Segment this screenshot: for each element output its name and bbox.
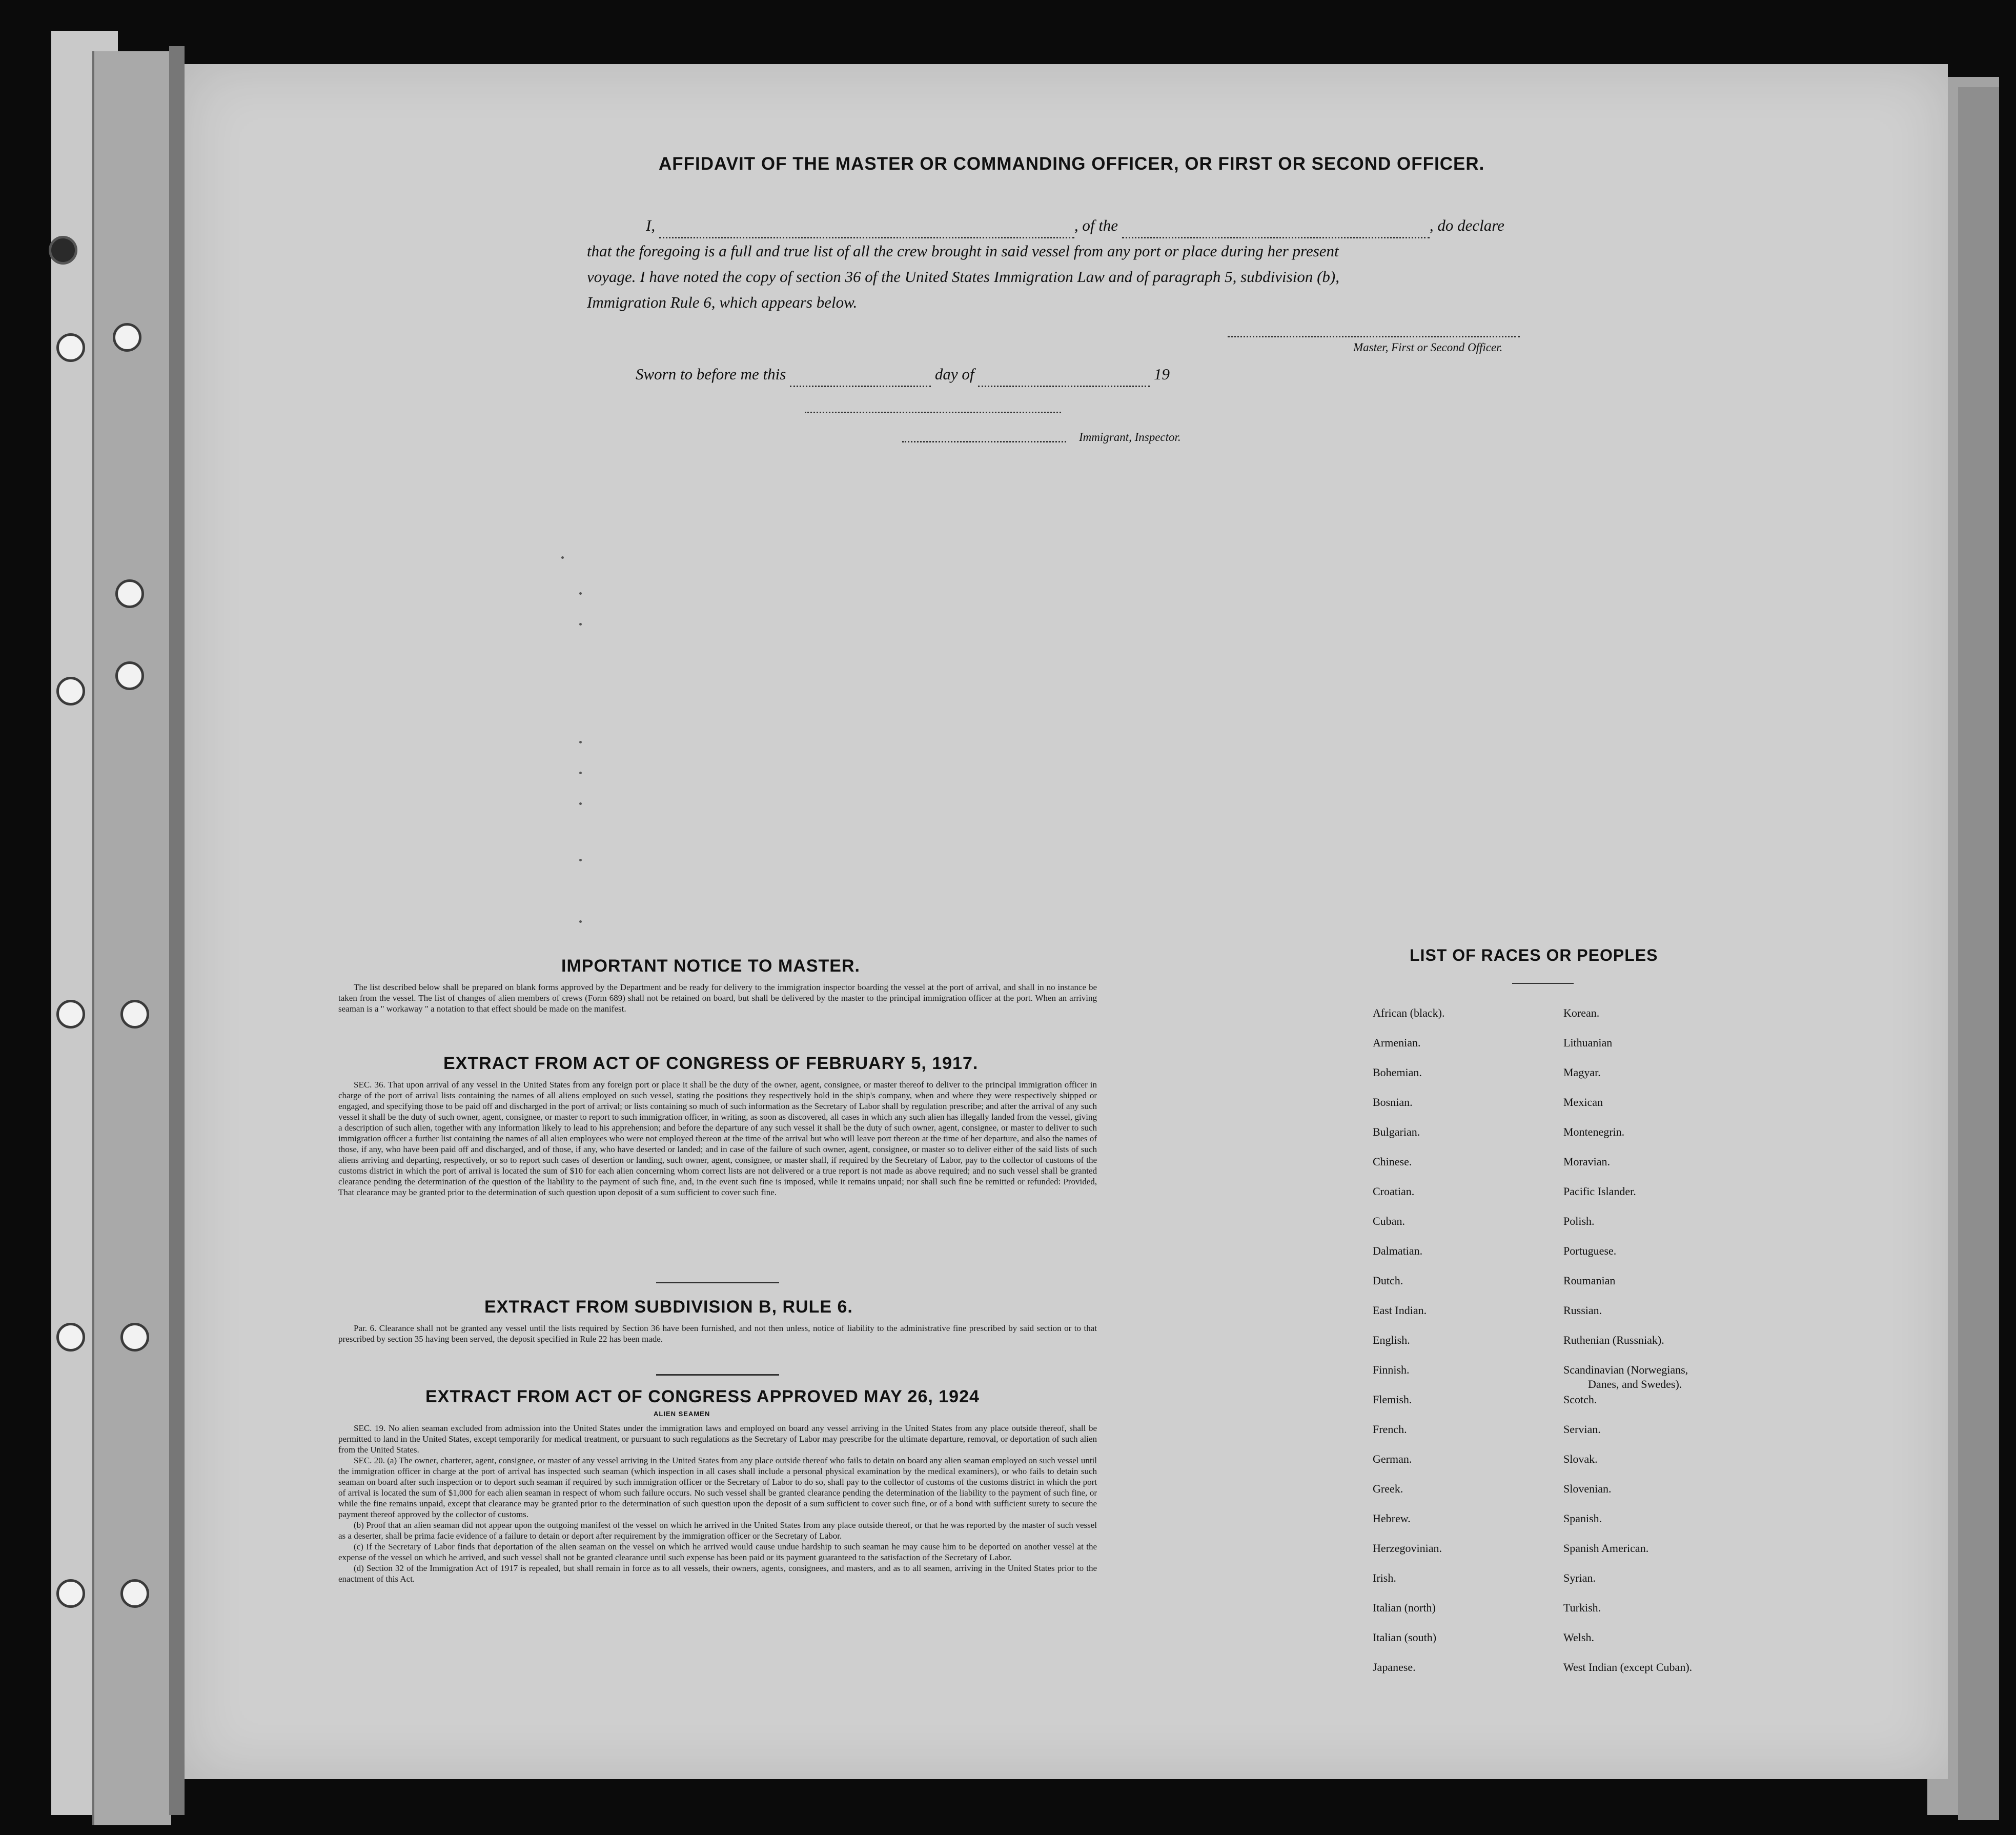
races-title-rule xyxy=(1512,983,1574,984)
binder-strip-middle xyxy=(92,51,171,1825)
inspector-line-upper[interactable] xyxy=(805,412,1061,413)
form-page xyxy=(185,64,1948,1779)
notice-title: IMPORTANT NOTICE TO MASTER. xyxy=(561,956,860,976)
race-item: Servian. xyxy=(1563,1423,1601,1436)
bleed-through-mark xyxy=(579,772,582,774)
race-item: Italian (south) xyxy=(1373,1631,1437,1644)
race-item: Syrian. xyxy=(1563,1571,1596,1584)
sec20b-paragraph: (b) Proof that an alien seaman did not appear upon the outgoing manifest of the vessel on which he arrived in the United States from any place outside thereof, or that he was reported by the master of such vessel as a deserter, shall be prima facie evidence of a failure to detain or deport after requirement by the immigration officer or the Secretary of Labor. xyxy=(338,1520,1097,1541)
master-signature-line[interactable] xyxy=(1228,336,1520,337)
race-item: Bulgarian. xyxy=(1373,1125,1420,1138)
section-divider xyxy=(656,1374,779,1376)
sec20a-paragraph: SEC. 20. (a) The owner, charterer, agent, consignee, or master of any vessel arriving in the United States from any place outside thereof who fails to detain on board any alien seaman employed on such vessel until the immigration officer in charge at the port of arrival has inspected such seaman (which inspection in all cases shall include a personal physical examination by the medical examiners), or who fails to detain such seaman on board after such inspection or to deport such seaman if required by such immigration officer or the Secretary of Labor to do so, shall pay to the collector of customs of the customs district in which the port of arrival is located the sum of $1,000 for each alien seaman in respect of whom such failure occurs. No such vessel shall be granted clearance pending the determination of the liability to the payment of such fine, or while the fine remains unpaid, except that clearance may be granted prior to the determination of such question upon the deposit of a sum sufficient to cover such fine, or of a bond with sufficient surety to secure the payment thereof approved by the collector of customs. xyxy=(338,1456,1097,1519)
bleed-through-mark xyxy=(579,802,582,805)
extract-rule6-title: EXTRACT FROM SUBDIVISION B, RULE 6. xyxy=(484,1297,853,1317)
race-item: German. xyxy=(1373,1453,1412,1465)
race-item: Danes, and Swedes). xyxy=(1588,1378,1682,1390)
sworn-month-blank[interactable] xyxy=(978,385,1150,387)
declaration-line-4: Immigration Rule 6, which appears below. xyxy=(587,293,858,311)
punch-hole xyxy=(56,1000,85,1029)
rule6-paragraph: Par. 6. Clearance shall not be granted any vessel until the lists required by Section 36 have been furnished, and not then unless, notice of liability to the administrative fine prescribed by said section or to that prescribed by section 35 having been served, the deposit specified in Rule 22 has been made. xyxy=(338,1323,1097,1344)
race-item: Herzegovinian. xyxy=(1373,1542,1442,1555)
sec19-paragraph: SEC. 19. No alien seaman excluded from admission into the United States under the immigration laws and employed on board any vessel arriving in the United States from any place outside thereof, shall be permitted to land in the United States, except temporarily for medical treatment, or pursuant to such regulations as the Secretary of Labor may prescribe for the ultimate departure, removal, or deportation of such alien from the United States. xyxy=(338,1423,1097,1455)
race-item: Slovenian. xyxy=(1563,1482,1612,1495)
declaration-of-the: , of the xyxy=(1074,216,1118,234)
binder-strip-edge xyxy=(169,46,185,1815)
race-item: Italian (north) xyxy=(1373,1601,1436,1614)
affidavit-title: AFFIDAVIT OF THE MASTER OR COMMANDING OFFICER, OR FIRST OR SECOND OFFICER. xyxy=(659,154,1485,174)
race-item: Dutch. xyxy=(1373,1274,1403,1287)
bleed-through-mark xyxy=(579,592,582,595)
inspector-signature-line[interactable] xyxy=(902,441,1066,442)
declaration-line-3: voyage. I have noted the copy of section 36 of the United States Immigration Law and of paragraph 5, subdivision (b), xyxy=(587,268,1339,286)
race-item: Korean. xyxy=(1563,1006,1600,1019)
extract-1924-body xyxy=(338,1423,1097,1584)
declaration-do-declare: , do declare xyxy=(1429,216,1504,234)
sworn-line xyxy=(636,361,1353,387)
race-item: Bohemian. xyxy=(1373,1066,1422,1079)
declaration-line-1 xyxy=(646,213,1774,238)
punch-hole xyxy=(49,236,77,265)
race-item: Croatian. xyxy=(1373,1185,1415,1198)
sec20c-paragraph: (c) If the Secretary of Labor finds that deportation of the alien seaman on the vessel on which he arrived would cause undue hardship to such seaman he may cause him to be deported on another vessel at the expense of the vessel on which he arrived, and such vessel shall not be granted clearance until such expense has been paid or its payment guaranteed to the satisfaction of the Secretary of Labor. xyxy=(338,1542,1097,1562)
race-item: Slovak. xyxy=(1563,1453,1598,1465)
race-item: Russian. xyxy=(1563,1304,1602,1317)
sec20d-paragraph: (d) Section 32 of the Immigration Act of 1917 is repealed, but shall remain in force as to all vessels, their owners, agents, consignees, and masters, and as to all seamen, arriving in the United States prior to the enactment of this Act. xyxy=(338,1563,1097,1584)
day-of-text: day of xyxy=(934,365,974,383)
race-item: Chinese. xyxy=(1373,1155,1412,1168)
race-item: Scandinavian (Norwegians, xyxy=(1563,1363,1688,1376)
punch-hole xyxy=(120,1579,149,1608)
race-item: Finnish. xyxy=(1373,1363,1410,1376)
race-item: Portuguese. xyxy=(1563,1244,1617,1257)
sworn-day-blank[interactable] xyxy=(790,385,931,387)
race-item: Greek. xyxy=(1373,1482,1403,1495)
race-item: West Indian (except Cuban). xyxy=(1563,1661,1693,1673)
bleed-through-mark xyxy=(561,556,564,559)
race-item: Cuban. xyxy=(1373,1215,1405,1227)
punch-hole xyxy=(113,323,141,352)
race-item: Magyar. xyxy=(1563,1066,1601,1079)
declaration-line-2: that the foregoing is a full and true list of all the crew brought in said vessel from any port or place during her present xyxy=(587,242,1339,260)
race-item: Armenian. xyxy=(1373,1036,1421,1049)
inspector-label: Immigrant, Inspector. xyxy=(1079,431,1181,443)
race-item: Mexican xyxy=(1563,1096,1603,1108)
extract-1917-body xyxy=(338,1079,1097,1198)
punch-hole xyxy=(56,333,85,362)
race-item: Flemish. xyxy=(1373,1393,1412,1406)
punch-hole xyxy=(120,1323,149,1352)
race-item: Japanese. xyxy=(1373,1661,1416,1673)
extract-rule6-body xyxy=(338,1323,1097,1344)
race-item: Roumanian xyxy=(1563,1274,1616,1287)
extract-1924-title: EXTRACT FROM ACT OF CONGRESS APPROVED MAY 26, 1924 xyxy=(425,1387,980,1406)
race-item: Ruthenian (Russniak). xyxy=(1563,1334,1664,1346)
punch-hole xyxy=(56,677,85,705)
race-item: Spanish. xyxy=(1563,1512,1602,1525)
race-item: French. xyxy=(1373,1423,1407,1436)
bleed-through-mark xyxy=(579,920,582,923)
alien-seamen-subtitle: ALIEN SEAMEN xyxy=(654,1410,710,1418)
punch-hole xyxy=(120,1000,149,1029)
master-signature-label: Master, First or Second Officer. xyxy=(1353,341,1503,354)
race-item: English. xyxy=(1373,1334,1410,1346)
punch-hole xyxy=(56,1579,85,1608)
race-item: East Indian. xyxy=(1373,1304,1427,1317)
bleed-through-mark xyxy=(579,623,582,626)
punch-hole xyxy=(115,661,144,690)
race-item: Lithuanian xyxy=(1563,1036,1613,1049)
underlying-sheet-right-edge xyxy=(1958,87,1999,1820)
race-item: Dalmatian. xyxy=(1373,1244,1423,1257)
notice-body xyxy=(338,982,1097,1014)
year-text: 19 xyxy=(1153,365,1170,383)
race-item: Scotch. xyxy=(1563,1393,1597,1406)
race-item: African (black). xyxy=(1373,1006,1445,1019)
race-item: Irish. xyxy=(1373,1571,1396,1584)
race-item: Polish. xyxy=(1563,1215,1595,1227)
bleed-through-mark xyxy=(579,741,582,743)
race-item: Hebrew. xyxy=(1373,1512,1411,1525)
punch-hole xyxy=(115,579,144,608)
race-item: Turkish. xyxy=(1563,1601,1601,1614)
declaration-i: I, xyxy=(646,216,656,234)
races-list-title: LIST OF RACES OR PEOPLES xyxy=(1410,946,1658,964)
race-item: Welsh. xyxy=(1563,1631,1594,1644)
extract-1917-title: EXTRACT FROM ACT OF CONGRESS OF FEBRUARY 5, 1917. xyxy=(443,1054,979,1073)
race-item: Moravian. xyxy=(1563,1155,1611,1168)
race-item: Pacific Islander. xyxy=(1563,1185,1636,1198)
notice-paragraph: The list described below shall be prepared on blank forms approved by the Department and be ready for delivery to the immigration inspector boarding the vessel at the port of arrival, and shall in no instance be taken from the vessel. The list of changes of alien members of crews (Form 689) shall not be retained on board, but shall be delivered by the master to the principal immigration officer at the port. When an arriving seaman is a " workaway " a notation to that effect should be made on the manifest. xyxy=(338,982,1097,1014)
race-item: Spanish American. xyxy=(1563,1542,1649,1555)
race-item: Bosnian. xyxy=(1373,1096,1413,1108)
bleed-through-mark xyxy=(579,859,582,861)
section-36-paragraph: SEC. 36. That upon arrival of any vessel in the United States from any foreign port or place it shall be the duty of the owner, agent, consignee, or master thereof to deliver to the principal immigration officer in charge of the port of arrival lists containing the names of all aliens employed on such vessel, stating the positions they respectively hold in the ship's company, when and where they were respectively shipped or engaged, and specifying those to be paid off and discharged in the port of arrival; or lists containing so much of such information as the Secretary of Labor shall by regulation prescribe; and after the arrival of any such vessel it shall be the duty of such owner, agent, consignee, or master to report to such immigration officer, in writing, as soon as discovered, all cases in which any such alien has illegally landed from the vessel, giving a description of such alien, together with any information likely to lead to his apprehension; and before the departure of any such vessel it shall be the duty of such owner, agent, consignee, or master to deliver to such immigration officer a further list containing the names of all alien employees who were not employed thereon at the time of the arrival but who will leave port thereon at the time of her departure, and also the names of those, if any, who have been paid off and discharged, and of those, if any, who have deserted or landed; and in case of the failure of such owner, agent, consignee, or master so to deliver either of the said lists of such aliens arriving and departing, respectively, or so to report such cases of desertion or landing, such owner, agent, consignee, or master shall, if required by the Secretary of Labor, pay to the collector of customs of the customs district in which the port of arrival is located the sum of $10 for each alien concerning whom correct lists are not delivered or a true report is not made as above required; and no such vessel shall be granted clearance pending the determination of the question of the liability to the payment of such fine, and, in the event such fine is imposed, while it remains unpaid; nor shall such fine be remitted or refunded: Provided, That clearance may be granted prior to the determination of such question upon deposit of a sum sufficient to cover such fine. xyxy=(338,1080,1097,1197)
race-item: Montenegrin. xyxy=(1563,1125,1625,1138)
punch-hole xyxy=(56,1323,85,1352)
sworn-text: Sworn to before me this xyxy=(636,365,786,383)
section-divider xyxy=(656,1282,779,1283)
